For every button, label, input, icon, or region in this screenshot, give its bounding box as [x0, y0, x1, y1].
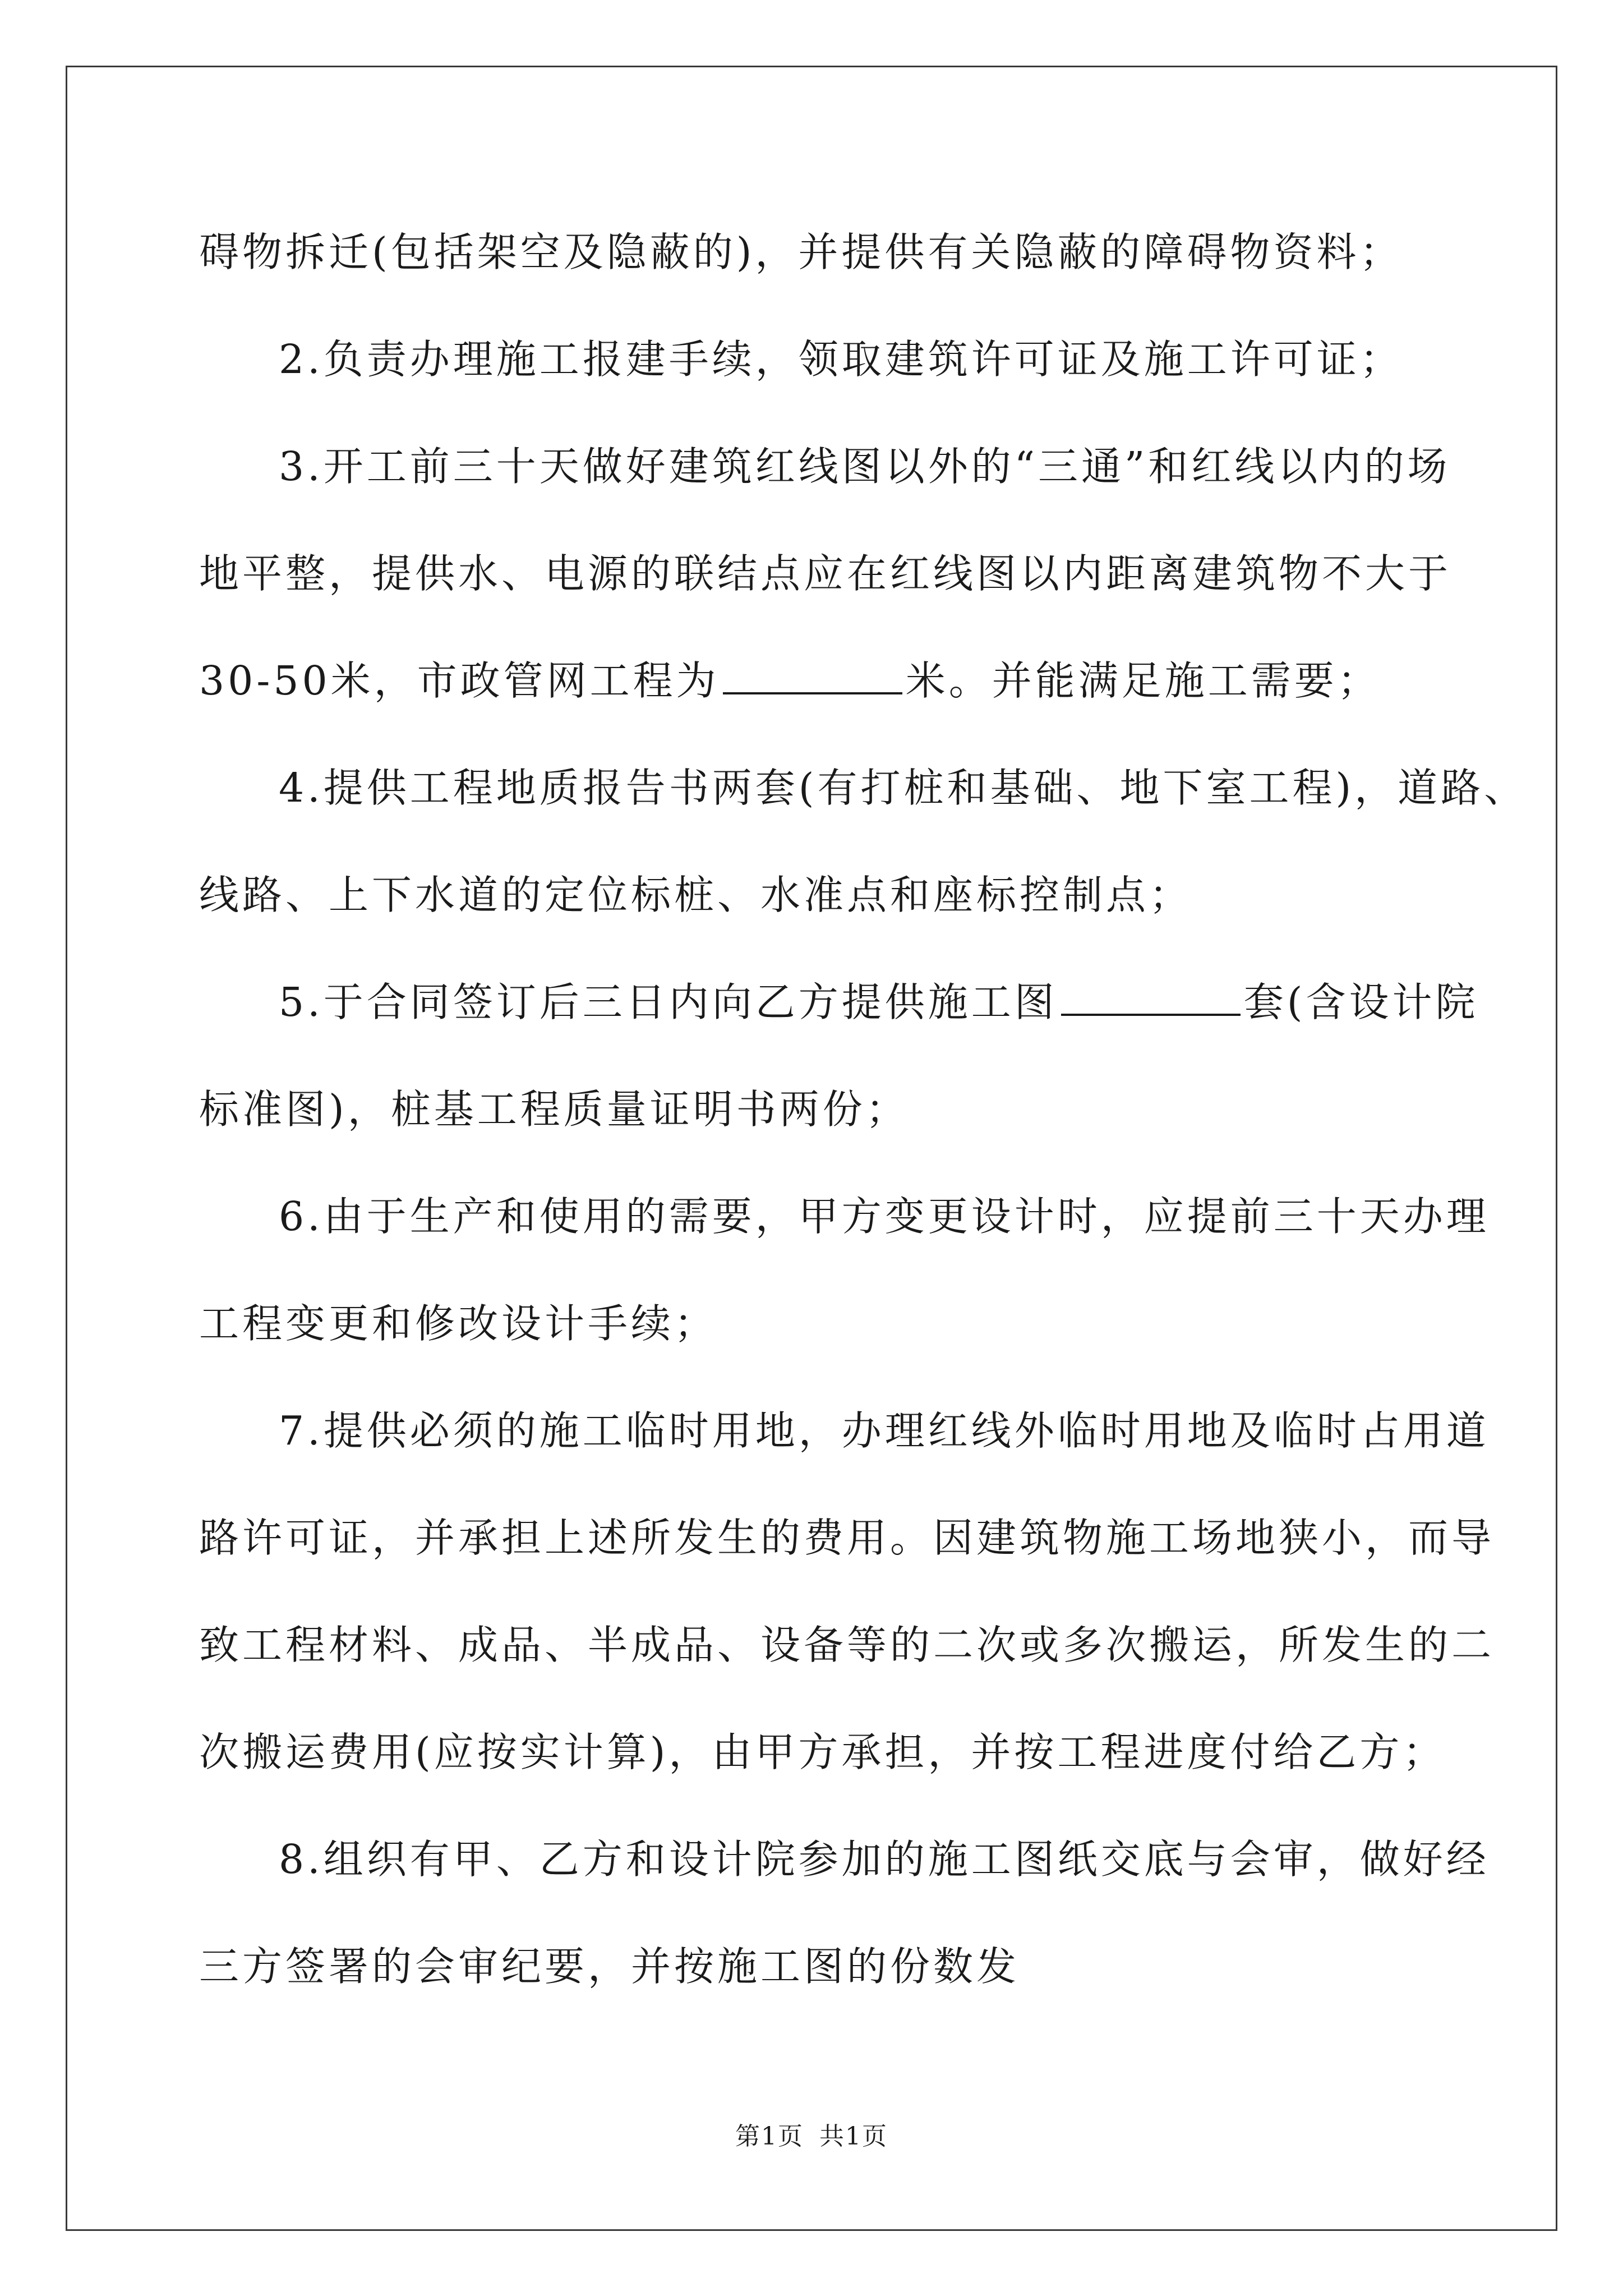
text-segment: 套(含设计院 [1243, 979, 1479, 1025]
document-body [199, 224, 1528, 2046]
fill-in-blank [723, 655, 902, 694]
clause-3: 3.开工前三十天做好建筑红线图以外的“三通”和红线以内的场 [279, 443, 1451, 490]
clause-8: 8.组织有甲、乙方和设计院参加的施工图纸交底与会审，做好经 [279, 1836, 1490, 1883]
text-line: 致工程材料、成品、半成品、设备等的二次或多次搬运，所发生的二 [199, 1622, 1495, 1668]
text-line: 碍物拆迁(包括架空及隐蔽的)，并提供有关隐蔽的障碍物资料； [199, 229, 1403, 275]
text-line-with-blank [199, 653, 1433, 760]
text-line: 标准图)，桩基工程质量证明书两份； [199, 1086, 909, 1133]
clause-7: 7.提供必须的施工临时用地，办理红线外临时用地及临时占用道 [279, 1407, 1490, 1454]
text-segment: 30-50米，市政管网工程为 [199, 657, 720, 704]
fill-in-blank [1061, 977, 1241, 1016]
text-segment: 米。并能满足施工需要； [905, 657, 1381, 704]
text-line: 次搬运费用(应按实计算)，由甲方承担，并按工程进度付给乙方； [199, 1729, 1446, 1775]
text-line: 路许可证，并承担上述所发生的费用。因建筑物施工场地狭小，而导 [199, 1515, 1495, 1561]
clause-4: 4.提供工程地质报告书两套(有打桩和基础、地下室工程)，道路、 [279, 765, 1528, 811]
clause-2: 2.负责办理施工报建手续，领取建筑许可证及施工许可证； [279, 336, 1403, 383]
text-line: 地平整，提供水、电源的联结点应在红线图以内距离建筑物不大于 [199, 550, 1452, 597]
text-line: 工程变更和修改设计手续； [199, 1300, 718, 1347]
page-number: 第1页 [735, 2122, 804, 2151]
page-total: 共1页 [819, 2122, 888, 2151]
text-segment: 5.于合同签订后三日内向乙方提供施工图 [279, 979, 1058, 1025]
text-line: 线路、上下水道的定位标桩、水准点和座标控制点； [199, 872, 1193, 918]
text-line: 三方签署的会审纪要，并按施工图的份数发 [199, 1943, 1020, 1990]
clause-6: 6.由于生产和使用的需要，甲方变更设计时，应提前三十天办理 [279, 1193, 1490, 1240]
page-footer [0, 2116, 1623, 2152]
clause-5 [199, 974, 1479, 1082]
